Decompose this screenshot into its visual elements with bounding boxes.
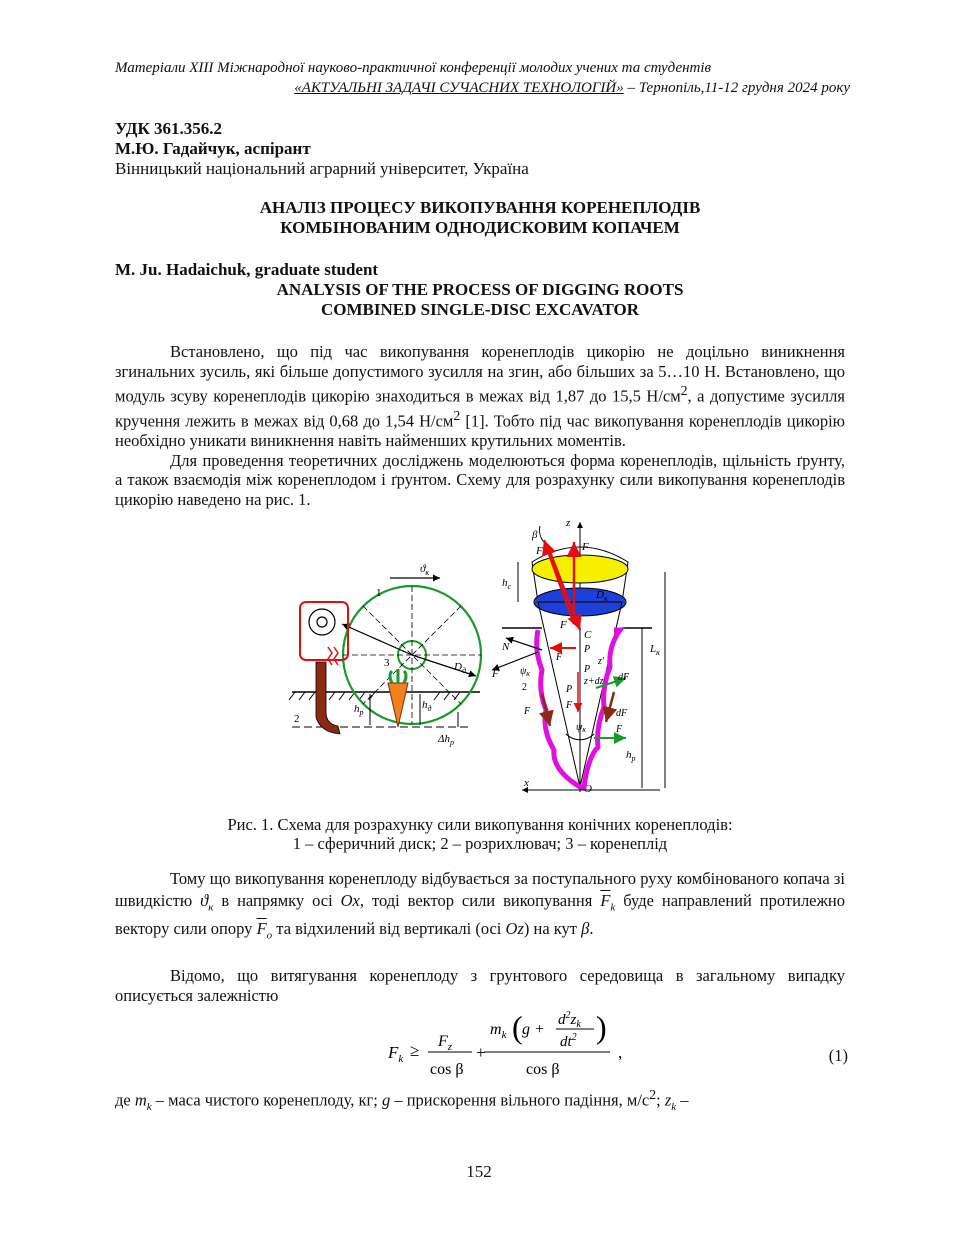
author-ua: М.Ю. Гадайчук, аспірант <box>115 139 311 158</box>
Fx-small-label: F <box>556 652 563 663</box>
p3-Fk: $\overline{F}$ <box>600 891 611 910</box>
p3-velocity-sub: к <box>208 901 214 914</box>
formula-paren-close: ) <box>596 1010 607 1045</box>
label-3: 3 <box>384 657 390 669</box>
paragraph-3 <box>115 868 845 947</box>
loosener-tine <box>316 662 340 734</box>
p3-t5: та відхилений від вертикалі (осі <box>272 919 506 939</box>
Dk-label: $D_к$ <box>596 589 608 603</box>
formula-den2: cos β <box>526 1061 560 1078</box>
dFsm-label: dF <box>616 708 628 719</box>
hd-label: $h_д$ <box>422 699 432 713</box>
page-number: 152 <box>466 1162 492 1181</box>
Fr-label: F <box>616 724 623 735</box>
loosener-wheel <box>309 609 335 635</box>
dhp-label: $\Delta h_р$ <box>438 733 454 747</box>
origin-label: O <box>584 783 592 795</box>
author-en: M. Ju. Hadaichuk, graduate student <box>115 260 379 279</box>
paragraph-2: Для проведення теоретичних досліджень моделюються форма коренеплодів, щільність ґрунту, а також взаємодія між коренеплодом і ґрунтом. Схему для розрахунку сили викопування коренеплодів цикорію наведено на рис. 1. <box>115 450 845 509</box>
hp-label-right: $h_р$ <box>626 749 636 763</box>
hc-label: $h_с$ <box>502 577 512 591</box>
Fm-label: F <box>524 706 531 717</box>
formula-d2zk: $d^2z_k$ <box>558 1010 581 1030</box>
loosener-axle <box>317 617 327 627</box>
Pp-label: P <box>584 644 591 655</box>
figure-caption-line1: Рис. 1. Схема для розрахунку сили викопування конічних коренеплодів: <box>227 815 733 834</box>
formula-dt2: $dt^2$ <box>560 1032 577 1050</box>
p1-text-c: [1]. Тобто під час викопування коренеплодів цикорію необхідно уникати виникнення навіть найменших крутильних моментів. <box>115 411 846 450</box>
formula-den1: cos β <box>430 1061 464 1078</box>
conference-header-line2 <box>115 78 850 98</box>
root-top-ellipse <box>532 555 628 583</box>
zdz-label: z+dz <box>584 676 604 687</box>
equation-number: (1) <box>828 1046 848 1065</box>
Pg-label: P <box>566 684 573 695</box>
Pk-label: P <box>584 664 591 675</box>
p5-t5: – <box>676 1090 689 1110</box>
formula-lhs: $F_k$ <box>388 1043 404 1065</box>
p3-Fo-sub: o <box>266 929 273 942</box>
root-force-scheme <box>491 517 665 795</box>
Fx-label: F <box>492 668 499 680</box>
force-dFsm-arrow <box>606 692 614 722</box>
paragraph-5 <box>115 1084 845 1118</box>
beta-arc <box>540 526 544 542</box>
p3-t3: , тоді вектор сили викопування <box>359 891 601 910</box>
Fz-label: F <box>582 541 589 553</box>
figure-diagram <box>280 512 700 802</box>
formula-mk: $m_k$ <box>490 1021 507 1041</box>
affiliation: Вінницький національний аграрний університет, Україна <box>115 159 529 178</box>
Fk-label: F <box>536 545 543 557</box>
psi-half-label: $\psi_к$ <box>520 666 530 678</box>
formula-plus: + <box>476 1043 486 1062</box>
hp-label-left: $h_р$ <box>354 703 364 717</box>
formula-comma: , <box>618 1043 623 1062</box>
p5-mk-sub: k <box>146 1100 152 1113</box>
p3-Fk-sub: k <box>610 901 616 914</box>
p5-t1: де <box>115 1090 135 1110</box>
p3-t1: Тому що викопування коренеплоду відбувається за поступального руху комбінованого копача зі швидкістю <box>115 869 845 910</box>
p1-sup-1: 2 <box>680 383 688 398</box>
excavator-scheme <box>289 563 481 747</box>
title-en-line1: ANALYSIS OF THE PROCESS OF DIGGING ROOTS <box>276 280 684 299</box>
p5-sup: 2 <box>649 1087 657 1102</box>
zprime-label: z' <box>598 656 605 667</box>
axis-z-label: z <box>566 517 571 529</box>
diameter-arrow-left <box>342 624 412 655</box>
formula-g: g + <box>522 1021 545 1038</box>
p5-t2: – маса чистого коренеплоду, кг; <box>151 1090 382 1110</box>
p5-t4: ; <box>656 1090 665 1110</box>
force-Fx-arrow <box>492 652 538 670</box>
label-2: 2 <box>294 713 300 725</box>
p3-Fo: $\overline{F}$ <box>256 919 267 939</box>
formula-num1: $F_z$ <box>438 1033 453 1053</box>
psi-half-two: 2 <box>522 682 527 693</box>
p3-velocity: ϑ <box>200 891 209 910</box>
title-ua-line1: АНАЛІЗ ПРОЦЕСУ ВИКОПУВАННЯ КОРЕНЕПЛОДІВ <box>259 198 701 217</box>
p5-t3: – прискорення вільного падіння, м/с <box>390 1090 650 1110</box>
p1-text-a: Встановлено, що під час викопування коренеплодів цикорію не доцільно виникнення згинальних зусиль, які більше допустимого зусилля на згин, або більших за 5…10 Н. Встановлено, що модуль зсуву коренеплодів цикорію знаходиться в межах від 1,87 до 15,5 Н/см <box>115 342 845 406</box>
beta-label: β <box>532 529 538 541</box>
p5-g: g <box>381 1090 391 1110</box>
p3-Oz: Oz <box>505 919 524 939</box>
p3-t7: . <box>589 919 594 939</box>
p1-text-b: , а допустиме зусилля кручення лежить в межах від 0,68 до 1,54 Н/см <box>115 386 845 431</box>
p3-t4: буде направлений протилежно вектору сили опору <box>115 891 845 939</box>
velocity-label: $ϑ_к$ <box>420 563 430 577</box>
C-label: C <box>584 629 592 641</box>
psi-label: $\psi_к$ <box>576 722 586 734</box>
loosener-spring-icon <box>328 647 338 665</box>
label-1: 1 <box>376 587 382 599</box>
p3-Ox: Ox <box>340 891 360 910</box>
formula-paren-open: ( <box>512 1010 523 1045</box>
Nk-label: N <box>502 641 510 653</box>
conference-title-link: «АКТУАЛЬНІ ЗАДАЧІ СУЧАСНИХ ТЕХНОЛОГІЙ» <box>294 80 624 96</box>
Fz-bottom-label: F <box>566 700 573 711</box>
paragraph-1 <box>115 342 845 451</box>
Fo-label: F <box>560 619 567 631</box>
Lk-label: $L_к$ <box>650 643 660 657</box>
p5-zk: z <box>664 1090 672 1110</box>
axis-x-label: x <box>524 777 529 789</box>
formula-ge: ≥ <box>410 1041 420 1060</box>
title-ua-line2: КОМБІНОВАНИМ ОДНОДИСКОВИМ КОПАЧЕМ <box>280 218 680 237</box>
conference-place-date: – Тернопіль,11-12 грудня 2024 року <box>623 80 850 96</box>
p1-sup-2: 2 <box>453 408 461 423</box>
p3-t6: ) на кут <box>523 919 582 939</box>
loosener-frame <box>300 602 348 660</box>
udk-code: УДК 361.356.2 <box>115 119 223 138</box>
p3-beta: β <box>581 919 590 939</box>
title-en-line2: COMBINED SINGLE-DISC EXCAVATOR <box>320 300 640 319</box>
figure-caption-line2: 1 – сферичний диск; 2 – розрихлювач; 3 – коренеплід <box>292 834 668 853</box>
disc-diameter-label: $D_д$ <box>454 661 466 675</box>
paragraph-4: Відомо, що витягування коренеплоду з грунтового середовища в загальному випадку описується залежністю <box>115 966 845 1005</box>
p5-mk: m <box>134 1090 147 1110</box>
p3-t2: в напрямку осі <box>213 891 341 910</box>
conference-header-line1: Матеріали XIII Міжнародної науково-практичної конференції молодих учених та студентів <box>115 60 712 76</box>
dFsp-label: dF <box>618 672 630 683</box>
p5-zk-sub: k <box>671 1100 677 1113</box>
abstract-paragraphs <box>115 342 845 509</box>
root-leaves <box>390 669 406 683</box>
